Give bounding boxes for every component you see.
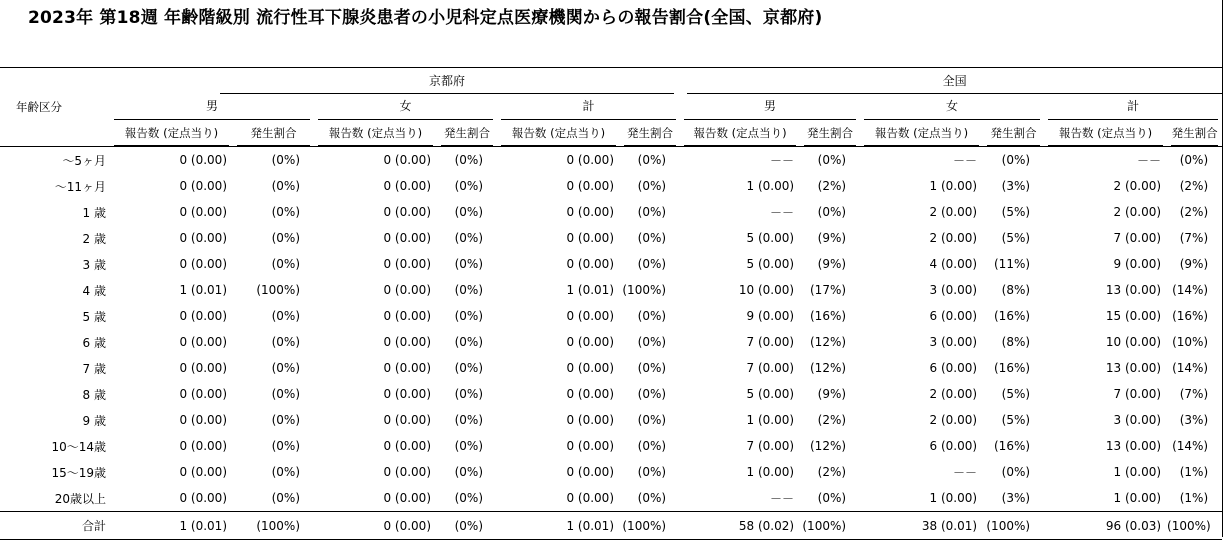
ratio-cell: (0%)	[271, 413, 300, 427]
ratio-cell: (3%)	[1001, 179, 1031, 193]
table-row	[0, 459, 1222, 485]
age-label: 3 歳	[82, 257, 106, 272]
ratio-cell: (17%)	[810, 283, 847, 297]
count-cell: 6 (0.00)	[929, 439, 978, 453]
count-cell: 0 (0.00)	[179, 179, 227, 193]
ratio-cell: (100%)	[800, 512, 860, 540]
count-cell: 0 (0.00)	[383, 205, 431, 219]
count-cell: 1 (0.00)	[746, 413, 795, 427]
ratio-cell: (0%)	[454, 179, 483, 193]
ratio-cell: (8%)	[1001, 335, 1031, 349]
age-label: 6 歳	[82, 335, 106, 350]
ratio-cell: (14%)	[1172, 283, 1209, 297]
sex-label: 男	[684, 94, 856, 120]
sex-header	[497, 94, 680, 120]
age-label: 合計	[0, 512, 110, 540]
table-row	[0, 173, 1222, 199]
count-cell: 1 (0.00)	[929, 491, 978, 505]
ratio-cell: (0%)	[454, 387, 483, 401]
ratio-cell: (0%)	[454, 205, 483, 219]
count-cell: 13 (0.00)	[1105, 361, 1162, 375]
ratio-cell: (0%)	[271, 309, 300, 323]
age-group-header: 年齢区分	[0, 68, 110, 147]
ratio-cell: (16%)	[994, 309, 1031, 323]
count-cell: 2 (0.00)	[1113, 179, 1162, 193]
ratio-cell: (0%)	[271, 361, 300, 375]
count-column-header	[860, 120, 983, 147]
total-row	[0, 512, 1222, 540]
age-label: 10～14歳	[51, 439, 106, 454]
age-label: 4 歳	[82, 283, 106, 298]
count-cell: 0 (0.00)	[383, 439, 431, 453]
age-label: 1 歳	[82, 205, 106, 220]
sex-label: 女	[864, 94, 1040, 120]
ratio-cell: (0%)	[983, 147, 1044, 174]
ratio-cell: (10%)	[1172, 335, 1209, 349]
count-cell: 4 (0.00)	[929, 257, 978, 271]
table-row	[0, 485, 1222, 512]
ratio-cell: (7%)	[1179, 387, 1209, 401]
sex-header	[110, 94, 314, 120]
count-cell: 13 (0.00)	[1105, 439, 1162, 453]
count-cell: 0 (0.00)	[179, 231, 227, 245]
age-label: 9 歳	[82, 413, 106, 428]
count-cell: 10 (0.00)	[1105, 335, 1162, 349]
count-cell: 0 (0.00)	[179, 465, 227, 479]
age-label: 15～19歳	[51, 465, 106, 480]
ratio-cell: (0%)	[454, 335, 483, 349]
ratio-cell: (12%)	[810, 335, 847, 349]
count-cell: 0 (0.00)	[179, 413, 227, 427]
ratio-cell: (0%)	[271, 231, 300, 245]
ratio-cell: (0%)	[454, 231, 483, 245]
ratio-cell: (14%)	[1172, 439, 1209, 453]
count-cell: 0 (0.00)	[566, 491, 614, 505]
count-cell: 7 (0.00)	[746, 335, 795, 349]
count-cell: 10 (0.00)	[738, 283, 795, 297]
ratio-cell: (2%)	[817, 465, 847, 479]
count-cell: 2 (0.00)	[1113, 205, 1162, 219]
count-cell: 5 (0.00)	[746, 231, 795, 245]
ratio-cell: (0%)	[437, 512, 497, 540]
count-cell: 3 (0.00)	[1113, 413, 1162, 427]
count-cell: 0 (0.00)	[383, 309, 431, 323]
count-cell: 0 (0.00)	[179, 439, 227, 453]
ratio-cell: (0%)	[454, 361, 483, 375]
ratio-cell: (0%)	[637, 361, 667, 375]
count-cell: 58 (0.02)	[680, 512, 800, 540]
count-cell: 2 (0.00)	[929, 205, 978, 219]
table-header	[0, 68, 1222, 147]
table-row	[0, 407, 1222, 433]
ratio-cell: (0%)	[271, 387, 300, 401]
ratio-cell: (0%)	[454, 439, 483, 453]
report-table	[0, 67, 1222, 540]
ratio-cell: (0%)	[271, 335, 300, 349]
ratio-cell: (0%)	[637, 231, 667, 245]
count-cell: 0 (0.00)	[110, 147, 233, 174]
ratio-cell: (0%)	[637, 413, 667, 427]
ratio-cell: (2%)	[1179, 205, 1209, 219]
count-cell: 2 (0.00)	[929, 387, 978, 401]
count-cell: 6 (0.00)	[929, 361, 978, 375]
table-row	[0, 199, 1222, 225]
count-cell: 0 (0.00)	[566, 413, 614, 427]
table-row	[0, 225, 1222, 251]
count-cell: 1 (0.01)	[110, 512, 233, 540]
count-column-header	[680, 120, 800, 147]
ratio-column-header	[437, 120, 497, 147]
count-cell: 13 (0.00)	[1105, 283, 1162, 297]
ratio-cell: (7%)	[1179, 231, 1209, 245]
ratio-cell: (0%)	[271, 465, 300, 479]
ratio-cell: (0%)	[817, 491, 847, 505]
count-column-header	[497, 120, 620, 147]
count-cell: 5 (0.00)	[746, 257, 795, 271]
ratio-cell: (16%)	[994, 439, 1031, 453]
count-cell: 38 (0.01)	[860, 512, 983, 540]
ratio-column-header	[983, 120, 1044, 147]
age-label: ～11ヶ月	[54, 179, 106, 194]
ratio-column-header	[1167, 120, 1222, 147]
count-cell: 0 (0.00)	[566, 257, 614, 271]
table-row	[0, 433, 1222, 459]
ratio-cell: (12%)	[810, 439, 847, 453]
count-cell: －－	[770, 205, 795, 220]
ratio-cell: (0%)	[817, 205, 847, 219]
count-cell: 0 (0.00)	[566, 465, 614, 479]
count-cell: 0 (0.00)	[383, 335, 431, 349]
ratio-cell: (14%)	[1172, 361, 1209, 375]
count-cell: 9 (0.00)	[1113, 257, 1162, 271]
ratio-cell: (16%)	[1172, 309, 1209, 323]
count-cell: 1 (0.00)	[746, 465, 795, 479]
ratio-column-label: 発生割合	[804, 121, 856, 146]
ratio-cell: (100%)	[256, 283, 300, 297]
table-row	[0, 381, 1222, 407]
count-cell: －－	[770, 491, 795, 506]
ratio-cell: (0%)	[637, 491, 667, 505]
count-cell: 2 (0.00)	[929, 231, 978, 245]
ratio-cell: (9%)	[817, 257, 847, 271]
ratio-cell: (3%)	[1001, 491, 1031, 505]
count-cell: 2 (0.00)	[929, 413, 978, 427]
ratio-column-label: 発生割合	[237, 121, 310, 146]
ratio-cell: (9%)	[817, 231, 847, 245]
age-label: 2 歳	[82, 231, 106, 246]
ratio-cell: (1%)	[1179, 465, 1209, 479]
count-cell: 5 (0.00)	[746, 387, 795, 401]
sex-label: 計	[501, 94, 676, 120]
ratio-cell: (100%)	[983, 512, 1044, 540]
sex-header-row	[0, 94, 1222, 120]
count-column-header	[314, 120, 437, 147]
count-cell: 6 (0.00)	[929, 309, 978, 323]
sex-label: 計	[1048, 94, 1218, 120]
table-row	[0, 329, 1222, 355]
ratio-cell: (11%)	[994, 257, 1031, 271]
age-label: 8 歳	[82, 387, 106, 402]
region-label-national: 全国	[687, 68, 1222, 94]
count-cell: 0 (0.00)	[383, 387, 431, 401]
ratio-column-header	[620, 120, 680, 147]
sex-header	[860, 94, 1044, 120]
region-header-kyoto	[110, 68, 680, 95]
ratio-cell: (12%)	[810, 361, 847, 375]
count-cell: 0 (0.00)	[566, 179, 614, 193]
count-cell: 0 (0.00)	[383, 465, 431, 479]
region-label-kyoto: 京都府	[220, 68, 674, 94]
ratio-cell: (16%)	[994, 361, 1031, 375]
ratio-cell: (0%)	[620, 147, 680, 174]
ratio-cell: (0%)	[637, 439, 667, 453]
count-cell: 0 (0.00)	[179, 361, 227, 375]
count-cell: 1 (0.00)	[1113, 465, 1162, 479]
ratio-cell: (0%)	[454, 257, 483, 271]
ratio-cell: (5%)	[1001, 231, 1031, 245]
count-cell: 0 (0.00)	[383, 413, 431, 427]
count-column-header	[110, 120, 233, 147]
ratio-cell: (3%)	[1179, 413, 1209, 427]
ratio-cell: (0%)	[271, 205, 300, 219]
count-cell: 15 (0.00)	[1105, 309, 1162, 323]
count-cell: 0 (0.00)	[383, 231, 431, 245]
count-cell: 0 (0.00)	[383, 361, 431, 375]
ratio-cell: (0%)	[637, 257, 667, 271]
ratio-cell: (0%)	[637, 335, 667, 349]
count-cell: 0 (0.00)	[314, 512, 437, 540]
ratio-column-header	[233, 120, 314, 147]
count-cell: 7 (0.00)	[1113, 387, 1162, 401]
ratio-cell: (0%)	[637, 387, 667, 401]
ratio-cell: (100%)	[622, 283, 667, 297]
count-cell: －－	[1044, 147, 1167, 174]
count-cell: 1 (0.01)	[566, 283, 614, 297]
ratio-cell: (0%)	[454, 465, 483, 479]
count-cell: 0 (0.00)	[383, 179, 431, 193]
ratio-cell: (9%)	[1179, 257, 1209, 271]
ratio-cell: (100%)	[620, 512, 680, 540]
count-cell: 1 (0.01)	[497, 512, 620, 540]
column-header-row	[0, 120, 1222, 147]
count-column-label: 報告数 (定点当り)	[684, 121, 796, 146]
count-cell: 1 (0.01)	[179, 283, 227, 297]
age-label: 7 歳	[82, 361, 106, 376]
count-cell: －－	[953, 465, 978, 480]
count-column-label: 報告数 (定点当り)	[864, 121, 979, 146]
ratio-cell: (5%)	[1001, 413, 1031, 427]
ratio-cell: (0%)	[1167, 147, 1222, 174]
ratio-cell: (5%)	[1001, 387, 1031, 401]
count-column-label: 報告数 (定点当り)	[114, 121, 229, 146]
count-cell: 0 (0.00)	[566, 335, 614, 349]
count-cell: 7 (0.00)	[746, 361, 795, 375]
sex-label: 女	[318, 94, 493, 120]
age-label: 5 歳	[82, 309, 106, 324]
sex-header	[314, 94, 497, 120]
ratio-cell: (1%)	[1179, 491, 1209, 505]
ratio-column-label: 発生割合	[441, 121, 493, 146]
ratio-cell: (0%)	[271, 257, 300, 271]
count-cell: 0 (0.00)	[566, 309, 614, 323]
count-cell: 0 (0.00)	[497, 147, 620, 174]
count-cell: 0 (0.00)	[179, 335, 227, 349]
ratio-cell: (0%)	[454, 413, 483, 427]
ratio-cell: (2%)	[817, 413, 847, 427]
ratio-cell: (0%)	[454, 283, 483, 297]
table-row	[0, 251, 1222, 277]
sex-header	[1044, 94, 1222, 120]
table-row	[0, 277, 1222, 303]
count-column-header	[1044, 120, 1167, 147]
count-cell: 0 (0.00)	[179, 309, 227, 323]
count-column-label: 報告数 (定点当り)	[318, 121, 433, 146]
ratio-cell: (0%)	[271, 439, 300, 453]
ratio-cell: (9%)	[817, 387, 847, 401]
ratio-column-label: 発生割合	[987, 121, 1040, 146]
table-body	[0, 147, 1222, 540]
ratio-cell: (0%)	[454, 491, 483, 505]
age-label: ～5ヶ月	[0, 147, 110, 174]
ratio-cell: (0%)	[454, 309, 483, 323]
count-cell: 0 (0.00)	[566, 361, 614, 375]
frame-border	[1222, 0, 1223, 537]
table-row	[0, 355, 1222, 381]
ratio-column-label: 発生割合	[624, 121, 676, 146]
sex-label: 男	[114, 94, 310, 120]
count-cell: 9 (0.00)	[746, 309, 795, 323]
count-cell: －－	[680, 147, 800, 174]
ratio-cell: (2%)	[1179, 179, 1209, 193]
count-cell: 0 (0.00)	[383, 283, 431, 297]
region-header-national	[680, 68, 1222, 95]
ratio-cell: (0%)	[271, 491, 300, 505]
count-cell: 3 (0.00)	[929, 335, 978, 349]
ratio-cell: (0%)	[437, 147, 497, 174]
ratio-cell: (0%)	[637, 465, 667, 479]
count-cell: 96 (0.03)	[1044, 512, 1167, 540]
ratio-cell: (0%)	[800, 147, 860, 174]
count-cell: 1 (0.00)	[746, 179, 795, 193]
ratio-cell: (0%)	[637, 205, 667, 219]
count-cell: 0 (0.00)	[179, 205, 227, 219]
sex-header	[680, 94, 860, 120]
count-cell: 3 (0.00)	[929, 283, 978, 297]
count-column-label: 報告数 (定点当り)	[1048, 121, 1163, 146]
table-row	[0, 303, 1222, 329]
count-column-label: 報告数 (定点当り)	[501, 121, 616, 146]
ratio-cell: (2%)	[817, 179, 847, 193]
ratio-cell: (8%)	[1001, 283, 1031, 297]
ratio-column-label: 発生割合	[1171, 121, 1218, 146]
ratio-cell: (0%)	[637, 309, 667, 323]
ratio-cell: (5%)	[1001, 205, 1031, 219]
ratio-cell: (0%)	[233, 147, 314, 174]
count-cell: 1 (0.00)	[1113, 491, 1162, 505]
count-cell: 0 (0.00)	[179, 387, 227, 401]
count-cell: －－	[860, 147, 983, 174]
count-cell: 0 (0.00)	[314, 147, 437, 174]
count-cell: 7 (0.00)	[1113, 231, 1162, 245]
table-row	[0, 147, 1222, 174]
count-cell: 1 (0.00)	[929, 179, 978, 193]
count-cell: 7 (0.00)	[746, 439, 795, 453]
count-cell: 0 (0.00)	[566, 439, 614, 453]
ratio-cell: (0%)	[637, 179, 667, 193]
count-cell: 0 (0.00)	[179, 491, 227, 505]
count-cell: 0 (0.00)	[383, 257, 431, 271]
ratio-cell: (100%)	[233, 512, 314, 540]
count-cell: 0 (0.00)	[566, 205, 614, 219]
ratio-cell: (0%)	[1001, 465, 1031, 479]
age-label: 20歳以上	[54, 491, 106, 506]
count-cell: 0 (0.00)	[566, 231, 614, 245]
count-cell: 0 (0.00)	[566, 387, 614, 401]
page-title: 2023年 第18週 年齢階級別 流行性耳下腺炎患者の小児科定点医療機関からの報告割合(全国、京都府)	[28, 8, 823, 28]
ratio-cell: (16%)	[810, 309, 847, 323]
ratio-cell: (100%)	[1167, 512, 1222, 540]
ratio-column-header	[800, 120, 860, 147]
count-cell: 0 (0.00)	[383, 491, 431, 505]
count-cell: 0 (0.00)	[179, 257, 227, 271]
ratio-cell: (0%)	[271, 179, 300, 193]
